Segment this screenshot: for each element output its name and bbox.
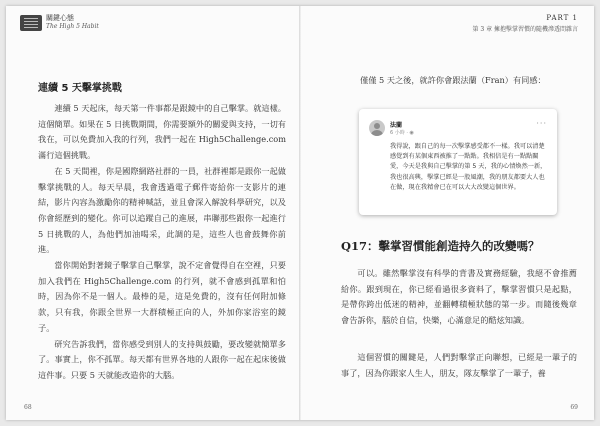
book-subtitle: The High 5 Habit <box>46 23 99 30</box>
right-body-text-1 <box>341 266 577 329</box>
question-title: Q17：擊掌習慣能創造持久的改變嗎？ <box>341 239 540 253</box>
left-body-text <box>38 101 286 384</box>
post-author-name: 法蘭 <box>390 122 403 129</box>
page-number-right: 69 <box>570 404 578 411</box>
social-post-card <box>359 109 557 215</box>
paragraph: 可以。雖然擊掌沒有科學的背書及實務經驗，我絕不會推薦給你。跟到現在，你已經看過很多資料了，擊掌習慣只是起點，是帶你跨出低迷的精神，並翻轉積極狀態的第一步。而隨後幾章會告訴你，腦於自信，快樂，心滿意足的酷炫知識。 <box>341 268 577 326</box>
paragraph: 研究告訴我們，當你感受到別人的支持與鼓勵，要改變就簡單多了。事實上，你不孤單。每天都有世界各地的人跟你一起在起床後做這件事。只要 5 天就能改造你的大腦。 <box>38 338 286 380</box>
left-page <box>6 6 299 420</box>
paragraph: 當你開始對著鏡子擊掌自己擊掌，說不定會覺得自在空裡，只要加入我們在 High5Challenge.com 的行列，就不會感到孤單和怕時，因為你不是一個人。最棒的是，這是免費的，沒有任何附加條款，只有我，你跟全世界一大群積極正向的人，外加你家浴室的鏡子。 <box>38 260 286 333</box>
post-timestamp: 6 小時 · ◉ <box>390 130 414 136</box>
more-options-icon[interactable]: ··· <box>536 119 547 128</box>
paragraph: 這個習慣的關鍵是，人們對擊掌正向聯想，已經是一輩子的事了，因為你跟家人生人，朋友，隊友擊掌了一輩子，養 <box>341 352 577 378</box>
page-number-left: 68 <box>24 404 32 411</box>
book-title: 關鍵心態 <box>46 14 74 22</box>
right-page <box>301 6 594 420</box>
right-body-text-2 <box>341 350 577 381</box>
book-spread <box>6 6 594 420</box>
chapter-label: 第 3 章 擁抱擊掌習慣的隨機滲透問雜言 <box>472 26 578 33</box>
section-title: 連續 5 天擊掌挑戰 <box>38 83 122 94</box>
book-logo-icon <box>20 15 42 31</box>
intro-line: 僅僅 5 天之後，就許你會跟法蘭（Fran）有同感： <box>360 75 546 85</box>
avatar <box>369 120 385 136</box>
part-label: PART 1 <box>546 14 578 22</box>
paragraph: 在 5 天間裡，你是國際網路社群的一員，社群裡都是跟你一起做擊掌挑戰的人。每天早晨，我會透過電子郵件寄給你一支影片的連結，影片內容為激勵你的精神喊話，並且會深入解說科學研究，以及你會經歷到的變化。你可以追蹤自己的進展，串聯那些跟你一起進行 5 日挑戰的人，為他們加油喝采，此調的是，這些人也會鼓舞你前進。 <box>38 165 286 255</box>
post-text: 我得說，跟自己的每一次擊掌感受都不一樣。我可以清楚感覺到有某個東西被推了一點點。我相信是有一點點關愛，今天是我與自己擊掌的第 5 天，我的心情煥然一新，我也很高興，擊掌已經是一股風潮，我的朋友都要大人也在做，現在我精會已在可以大大改變這個世界。 <box>390 143 547 191</box>
paragraph: 連續 5 天起床，每天第一件事都是跟鏡中的自己擊掌。就這樣。這個簡單。如果在 5 日挑戰期間，你需要額外的關愛與支持，一切有我在，可以免費加入我的行列，我們一起在 High5Challenge.com 滿行這個挑戰。 <box>38 103 286 161</box>
